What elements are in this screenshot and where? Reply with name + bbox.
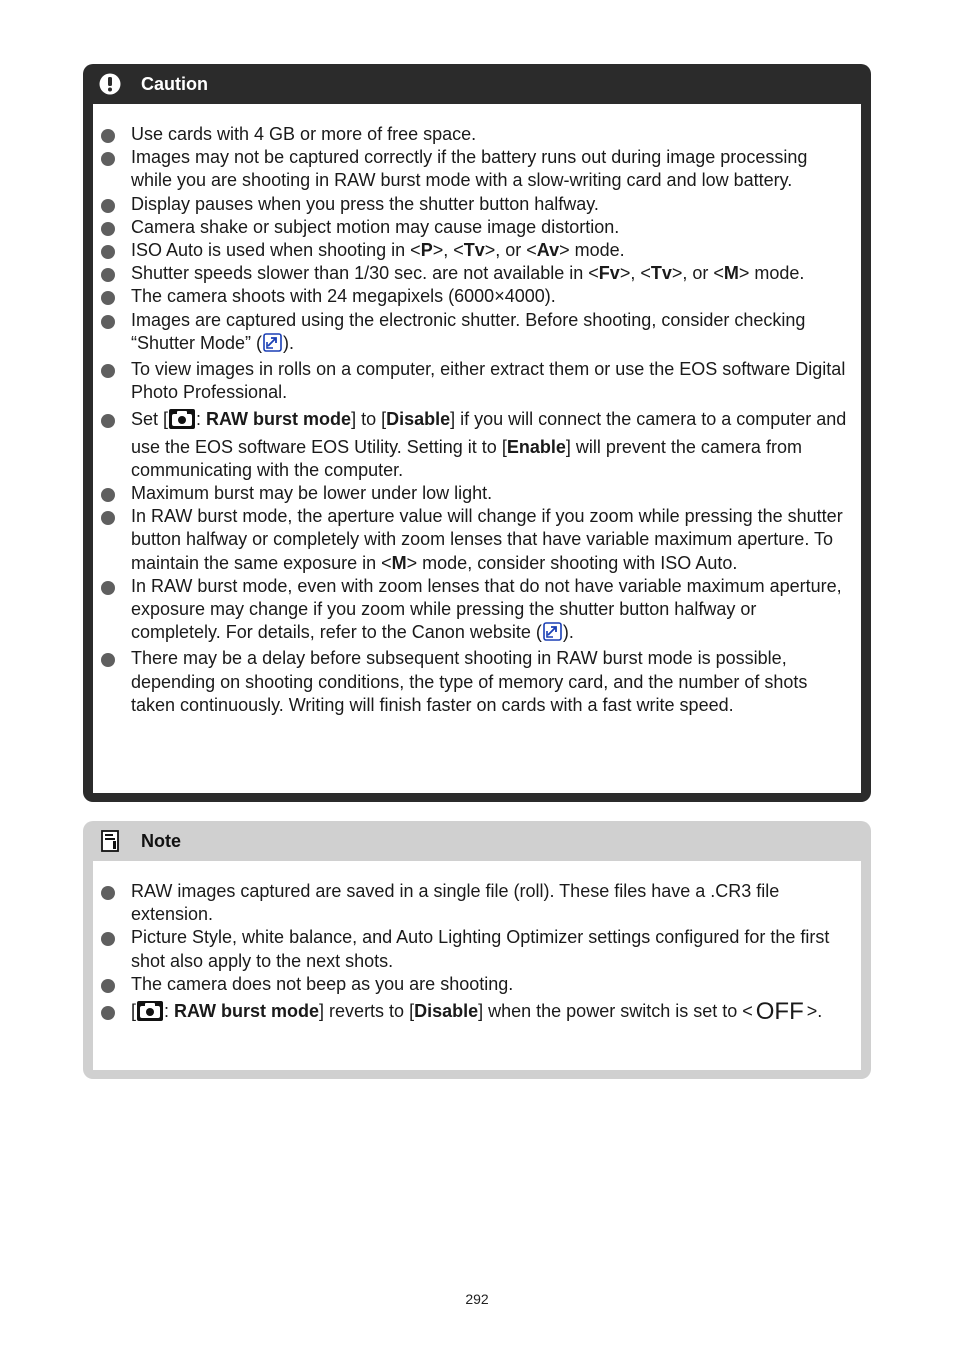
list-item: Images are captured using the electronic shutter. Before shooting, consider checking “Shutter Mode” ( ).: [131, 309, 849, 358]
camera-tab-icon: [169, 409, 195, 435]
list-item: Maximum burst may be lower under low light.: [131, 482, 849, 505]
note-box: [83, 821, 871, 1079]
list-item: Display pauses when you press the shutter button halfway.: [131, 193, 849, 216]
exclamation-icon: [99, 73, 121, 95]
list-item: The camera does not beep as you are shooting.: [131, 973, 849, 996]
note-header: [93, 821, 861, 861]
list-item: The camera shoots with 24 megapixels (6000×4000).: [131, 285, 849, 308]
memo-icon: [99, 830, 121, 852]
list-item: RAW images captured are saved in a single file (roll). These files have a .CR3 file extension.: [131, 880, 849, 926]
list-item: To view images in rolls on a computer, either extract them or use the EOS software Digital Photo Professional.: [131, 358, 849, 404]
list-item: In RAW burst mode, even with zoom lenses that do not have variable maximum aperture, exposure may change if you zoom while pressing the shutter button halfway or completely. For details, refer to the Canon website ( ).: [131, 575, 849, 648]
note-body: [93, 861, 861, 1070]
power-off-label: OFF: [755, 998, 804, 1026]
list-item: Shutter speeds slower than 1/30 sec. are not available in <Fv>, <Tv>, or <M> mode.: [131, 262, 849, 285]
list-item: Picture Style, white balance, and Auto Lighting Optimizer settings configured for the first shot also apply to the next shots.: [131, 926, 849, 972]
caution-box: [83, 64, 871, 802]
camera-tab-icon: [137, 1001, 163, 1027]
reference-link-icon[interactable]: [263, 333, 282, 358]
reference-link-icon[interactable]: [543, 622, 562, 647]
list-item: Use cards with 4 GB or more of free space.: [131, 123, 849, 146]
list-item: In RAW burst mode, the aperture value will change if you zoom while pressing the shutter button halfway or completely with zoom lenses that have variable maximum aperture. To maintain the same exposure in <M> mode, consider shooting with ISO Auto.: [131, 505, 849, 575]
list-item: ISO Auto is used when shooting in <P>, <Tv>, or <Av> mode.: [131, 239, 849, 262]
list-item: Camera shake or subject motion may cause image distortion.: [131, 216, 849, 239]
caution-body: [93, 104, 861, 793]
list-item: There may be a delay before subsequent shooting in RAW burst mode is possible, depending on shooting conditions, the type of memory card, and the number of shots taken continuously. Writing will finish faster on cards with a fast write speed.: [131, 647, 849, 717]
page-number: 292: [465, 1291, 489, 1307]
list-item: Set [ : RAW burst mode] to [Disable] if you will connect the camera to a computer and use the EOS software EOS Utility. Setting it to [Enable] will prevent the camera from communicating with the computer.: [131, 408, 849, 482]
caution-header: [93, 64, 861, 104]
note-list: [93, 880, 861, 1027]
list-item: [ : RAW burst mode] reverts to [Disable] when the power switch is set to < OFF >.: [131, 1000, 849, 1027]
list-item: Images may not be captured correctly if the battery runs out during image processing while you are shooting in RAW burst mode with a slow-writing card and low battery.: [131, 146, 849, 192]
note-title: Note: [141, 830, 181, 851]
caution-title: Caution: [141, 73, 208, 94]
caution-list: [93, 123, 861, 717]
